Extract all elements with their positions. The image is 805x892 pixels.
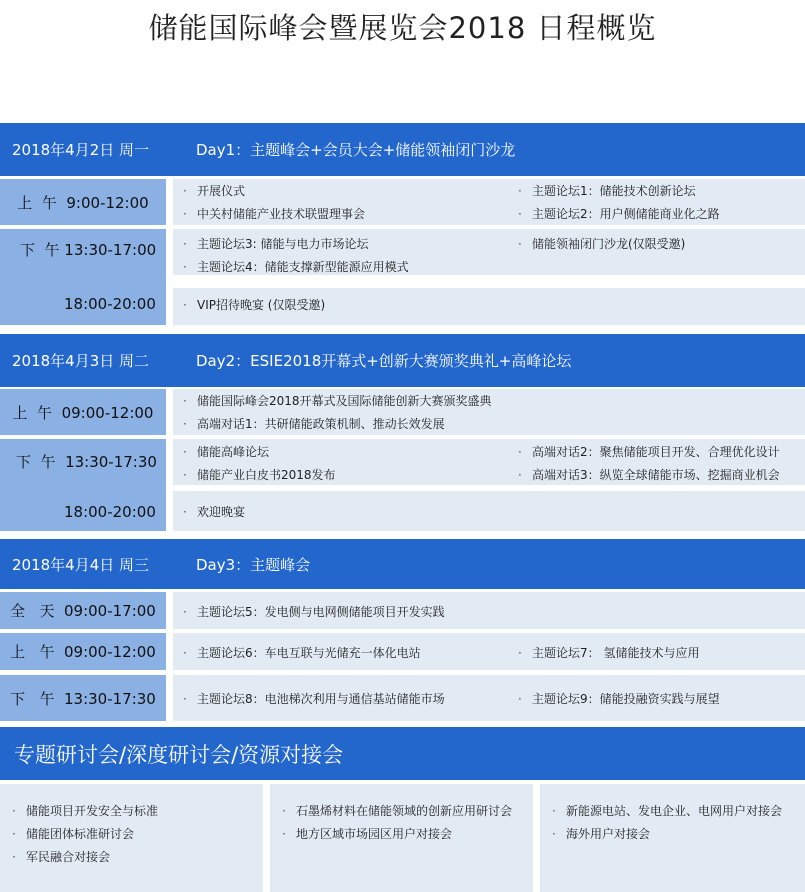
time-cell: 下 午 13:30-17:30 18:00-20:00 [0,439,166,531]
session-box [173,439,805,485]
list-item: · 开展仪式 [183,184,246,198]
list-item: · 石墨烯材料在储能领域的创新应用研讨会 [282,804,513,818]
day1-date: 2018年4月2日 周一 [12,141,150,159]
time-cell: 上 午 09:00-12:00 [0,633,166,670]
day2-morning-row [0,389,805,435]
page-title: 储能国际峰会暨展览会2018 日程概览 [148,11,657,45]
list-item: · VIP招待晚宴 (仅限受邀) [183,298,326,312]
list-item: · 高端对话2：聚焦储能项目开发、合理优化设计 [518,445,780,459]
list-item: · 欢迎晚宴 [183,505,246,519]
list-item: · 军民融合对接会 [12,850,111,864]
day2-theme: Day2：ESIE2018开幕式+创新大赛颁奖典礼+高峰论坛 [196,352,572,370]
list-item: · 主题论坛2：用户侧储能商业化之路 [518,207,720,221]
list-item: · 主题论坛6：车电互联与光储充一体化电站 [183,646,421,660]
time-cell: 下 午 13:30-17:30 [0,675,166,721]
list-item: · 主题论坛7： 氢储能技术与应用 [518,646,700,660]
workshop-column-1 [0,784,263,892]
time-cell: 上 午 09:00-12:00 [0,389,166,435]
list-item: · 海外用户对接会 [552,827,651,841]
list-item: · 主题论坛1：储能技术创新论坛 [518,184,696,198]
day3-header [0,539,805,589]
session-box [173,592,805,629]
session-box [173,491,805,531]
list-item: · 储能高峰论坛 [183,445,270,459]
workshop-column-2 [270,784,533,892]
day2-date: 2018年4月3日 周二 [12,352,150,370]
day3-morning-row [0,633,805,670]
day3-afternoon-row [0,675,805,721]
session-box [173,229,805,275]
day2-afternoon-row [0,439,805,531]
time-cell: 上 午 9:00-12:00 [0,179,166,225]
list-item: · 地方区域市场园区用户对接会 [282,827,453,841]
day3-theme: Day3：主题峰会 [196,555,311,574]
list-item: · 主题论坛3: 储能与电力市场论坛 [183,237,369,251]
session-box [173,179,805,225]
session-box [173,675,805,721]
list-item: · 储能团体标准研讨会 [12,827,135,841]
workshops-header: 专题研讨会/深度研讨会/资源对接会 [0,727,805,780]
list-item: · 主题论坛8：电池梯次利用与通信基站储能市场 [183,692,445,706]
day1-morning-row [0,179,805,225]
day1-afternoon-row [0,229,805,325]
list-item: · 主题论坛5：发电侧与电网侧储能项目开发实践 [183,605,445,619]
session-box [173,288,805,325]
day3-date: 2018年4月4日 周三 [12,555,150,574]
list-item: · 主题论坛4：储能支撑新型能源应用模式 [183,260,409,274]
session-box [173,633,805,670]
list-item: · 储能项目开发安全与标准 [12,804,159,818]
day2-header [0,334,805,387]
day3-allday-row [0,592,805,629]
day1-header [0,123,805,176]
list-item: · 储能国际峰会2018开幕式及国际储能创新大赛颁奖盛典 [183,394,492,408]
session-box [173,389,805,435]
time-cell: 下 午 13:30-17:00 18:00-20:00 [0,229,166,325]
list-item: · 高端对话3：纵览全球储能市场、挖掘商业机会 [518,468,780,482]
workshop-column-3 [540,784,805,892]
time-cell: 全 天 09:00-17:00 [0,592,166,629]
list-item: · 高端对话1：共研储能政策机制、推动长效发展 [183,417,445,431]
list-item: · 主题论坛9：储能投融资实践与展望 [518,692,720,706]
list-item: · 新能源电站、发电企业、电网用户对接会 [552,804,783,818]
list-item: · 储能产业白皮书2018发布 [183,468,336,482]
list-item: · 储能领袖闭门沙龙(仅限受邀) [518,237,686,251]
list-item: · 中关村储能产业技术联盟理事会 [183,207,366,221]
day1-theme: Day1：主题峰会+会员大会+储能领袖闭门沙龙 [196,141,516,159]
